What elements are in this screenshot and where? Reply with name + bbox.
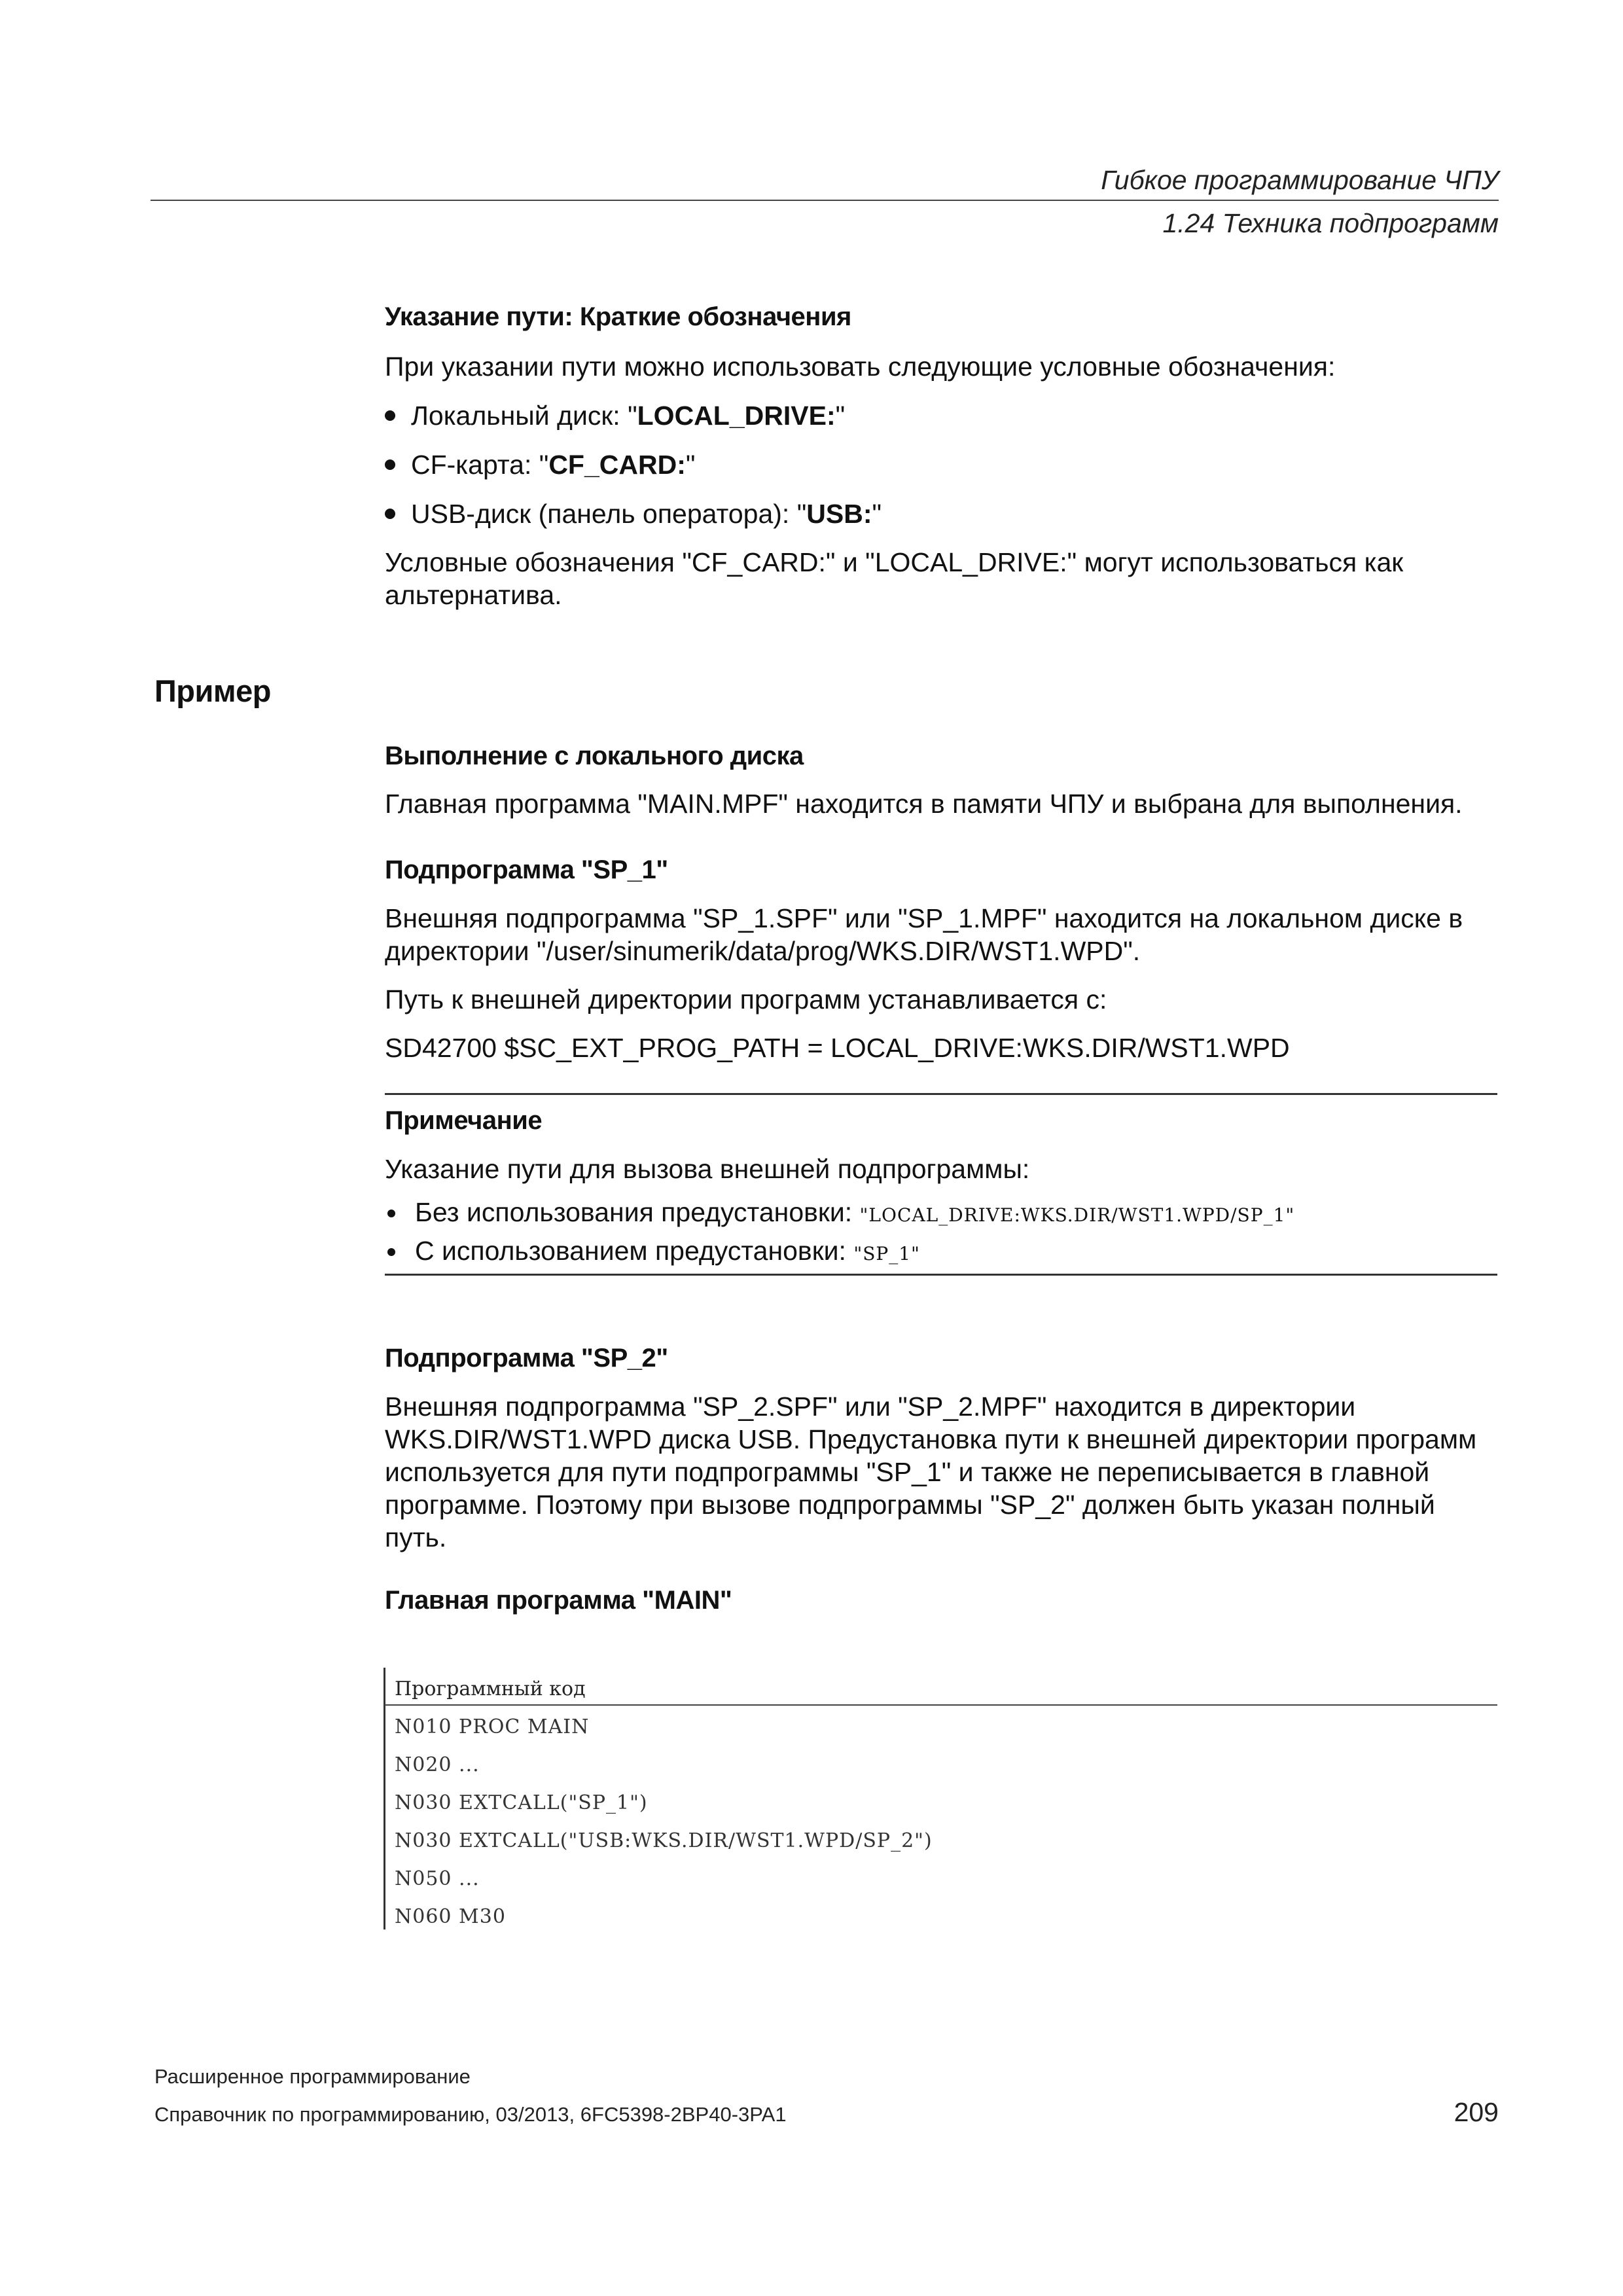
path-shortcuts-note-line1: Условные обозначения "CF_CARD:" и "LOCAL_DRIVE:" могут использоваться как [385, 547, 1404, 577]
code-line: N030 EXTCALL("USB:WKS.DIR/WST1.WPD/SP_2") [395, 1829, 933, 1852]
path-shortcuts-note-line2: альтернатива. [385, 580, 562, 610]
list-item-cf-card [385, 450, 695, 480]
code-table-border [383, 1668, 385, 1929]
note-item-code: "LOCAL_DRIVE:WKS.DIR/WST1.WPD/SP_1" [859, 1204, 1295, 1226]
note-item-label: Без использования предустановки: [415, 1197, 860, 1227]
bullet-icon [385, 509, 395, 519]
item-code: CF_CARD: [548, 450, 686, 480]
sp2-text-line3: используется для пути подпрограммы "SP_1" и также не переписывается в главной [385, 1457, 1430, 1487]
note-item-without-preset [385, 1197, 1294, 1228]
item-code: LOCAL_DRIVE: [637, 401, 836, 431]
code-table-header: Программный код [395, 1677, 586, 1700]
running-header-section: 1.24 Техника подпрограмм [1162, 208, 1499, 238]
sp1-text-line1: Внешняя подпрограмма "SP_1.SPF" или "SP_1.MPF" находится на локальном диске в [385, 903, 1463, 933]
note-bottom-rule [385, 1274, 1497, 1276]
note-item-label: С использованием предустановки: [415, 1236, 854, 1266]
item-label: Локальный диск: " [411, 401, 637, 431]
code-line: N010 PROC MAIN [395, 1715, 590, 1738]
list-item-usb [385, 499, 882, 529]
bullet-icon [387, 1248, 395, 1256]
main-program-heading: Главная программа "MAIN" [385, 1586, 732, 1615]
path-shortcuts-intro: При указании пути можно использовать следующие условные обозначения: [385, 351, 1336, 382]
list-item-local-drive [385, 401, 845, 431]
example-heading: Пример [154, 673, 272, 708]
code-line: N030 EXTCALL("SP_1") [395, 1791, 648, 1814]
sp1-setting-data: SD42700 $SC_EXT_PROG_PATH = LOCAL_DRIVE:WKS.DIR/WST1.WPD [385, 1033, 1290, 1063]
sp1-heading: Подпрограмма "SP_1" [385, 855, 668, 884]
header-rule [151, 200, 1499, 201]
item-label: CF-карта: " [411, 450, 549, 480]
code-table-header-rule [385, 1704, 1497, 1706]
footer-edition: Справочник по программированию, 03/2013, 6FC5398-2BP40-3PA1 [154, 2103, 787, 2126]
local-drive-heading: Выполнение с локального диска [385, 742, 804, 770]
running-header-chapter: Гибкое программирование ЧПУ [1101, 165, 1499, 195]
footer-book-title: Расширенное программирование [154, 2065, 471, 2088]
note-intro: Указание пути для вызова внешней подпрограммы: [385, 1154, 1030, 1184]
note-heading: Примечание [385, 1106, 543, 1135]
sp2-text-line1: Внешняя подпрограмма "SP_2.SPF" или "SP_2.MPF" находится в директории [385, 1391, 1356, 1422]
path-shortcuts-heading: Указание пути: Краткие обозначения [385, 302, 851, 331]
bullet-icon [385, 459, 395, 470]
item-label: USB-диск (панель оператора): " [411, 499, 807, 529]
sp1-path-intro: Путь к внешней директории программ устанавливается с: [385, 984, 1107, 1014]
sp2-text-line5: путь. [385, 1522, 447, 1552]
page-number: 209 [1454, 2097, 1499, 2127]
sp2-heading: Подпрограмма "SP_2" [385, 1344, 668, 1372]
item-suffix: " [872, 499, 882, 529]
item-code: USB: [806, 499, 872, 529]
sp1-text-line2: директории "/user/sinumerik/data/prog/WKS.DIR/WST1.WPD". [385, 936, 1141, 966]
note-item-code: "SP_1" [853, 1243, 920, 1265]
code-line: N020 ... [395, 1753, 480, 1776]
bullet-icon [387, 1210, 395, 1217]
local-drive-text: Главная программа "MAIN.MPF" находится в памяти ЧПУ и выбрана для выполнения. [385, 789, 1463, 819]
sp2-text-line4: программе. Поэтому при вызове подпрограммы "SP_2" должен быть указан полный [385, 1490, 1435, 1520]
item-suffix: " [685, 450, 696, 480]
bullet-icon [385, 410, 395, 421]
sp2-text-line2: WKS.DIR/WST1.WPD диска USB. Предустановка пути к внешней директории программ [385, 1424, 1477, 1454]
code-line: N060 M30 [395, 1905, 506, 1928]
note-top-rule [385, 1093, 1497, 1095]
item-suffix: " [835, 401, 846, 431]
code-line: N050 ... [395, 1867, 480, 1890]
note-item-with-preset [385, 1236, 920, 1266]
